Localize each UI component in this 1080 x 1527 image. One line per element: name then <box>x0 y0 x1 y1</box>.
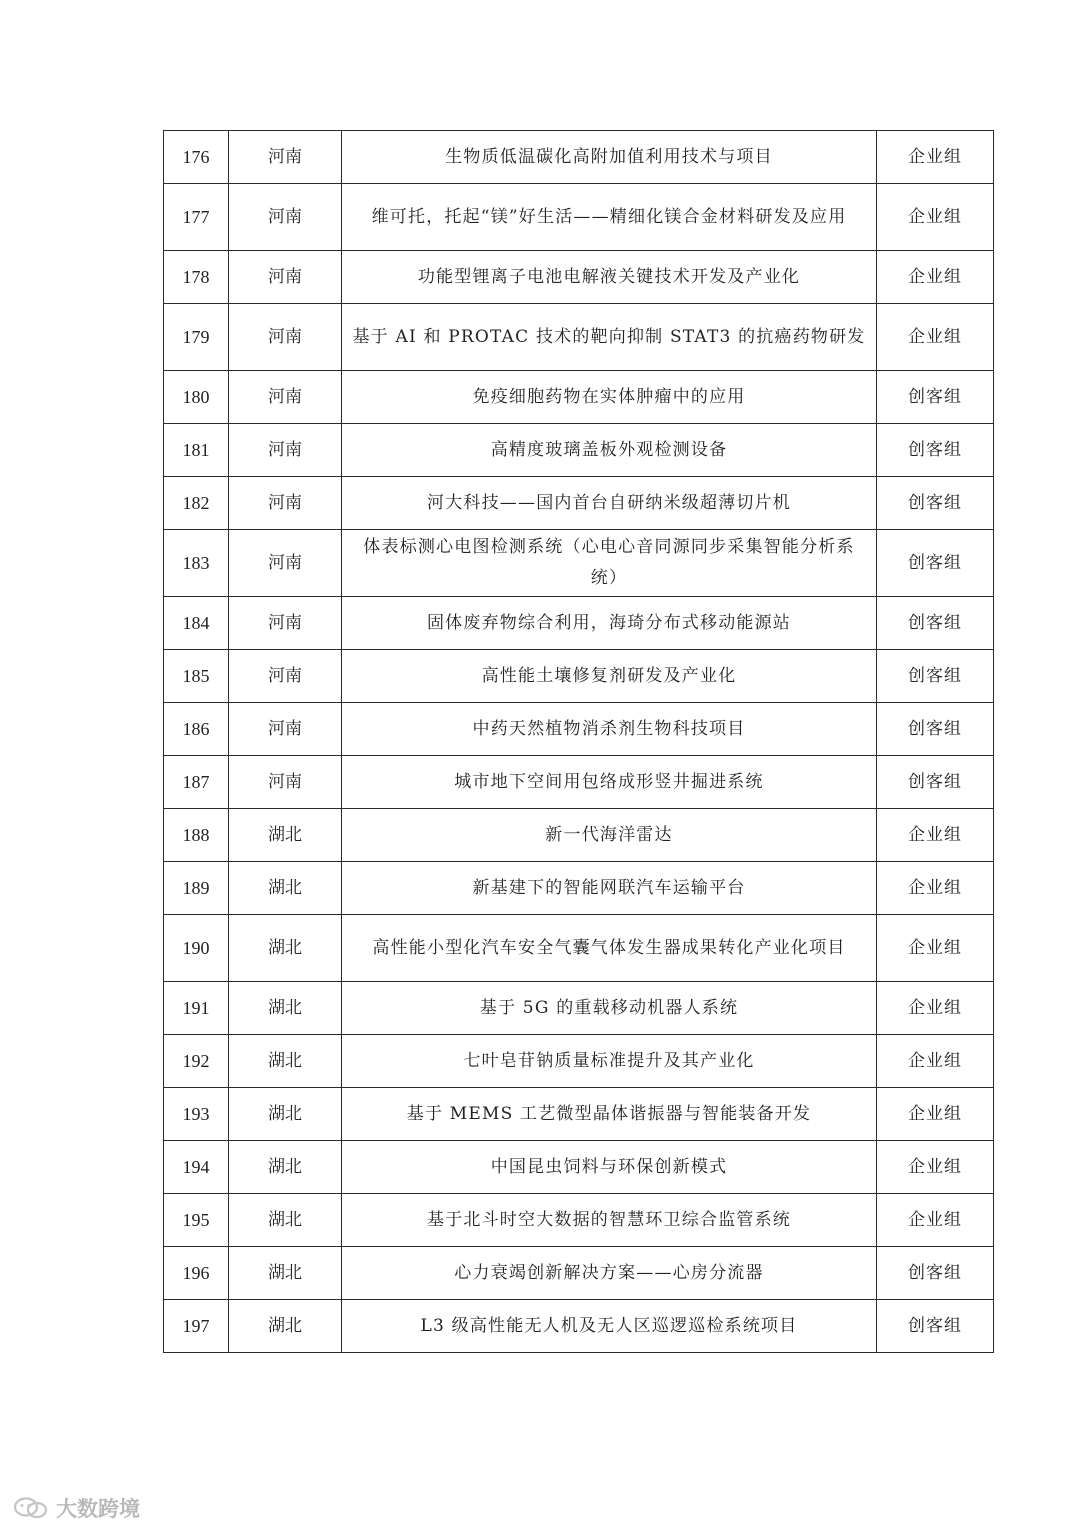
cell-province: 河南 <box>229 530 342 597</box>
cell-group: 创客组 <box>877 1300 994 1353</box>
cell-project: 功能型锂离子电池电解液关键技术开发及产业化 <box>342 251 877 304</box>
table-row <box>164 1194 994 1247</box>
table-row <box>164 131 994 184</box>
cell-number: 183 <box>164 530 229 597</box>
cell-province: 河南 <box>229 131 342 184</box>
cell-group: 创客组 <box>877 703 994 756</box>
cell-project: 心力衰竭创新解决方案——心房分流器 <box>342 1247 877 1300</box>
cell-project: 生物质低温碳化高附加值利用技术与项目 <box>342 131 877 184</box>
table-row <box>164 650 994 703</box>
cell-group: 创客组 <box>877 1247 994 1300</box>
cell-number: 176 <box>164 131 229 184</box>
table-row <box>164 1141 994 1194</box>
table-row <box>164 862 994 915</box>
cell-group: 企业组 <box>877 251 994 304</box>
cell-number: 197 <box>164 1300 229 1353</box>
cell-number: 189 <box>164 862 229 915</box>
cell-project: 基于北斗时空大数据的智慧环卫综合监管系统 <box>342 1194 877 1247</box>
cell-number: 182 <box>164 477 229 530</box>
cell-project: 免疫细胞药物在实体肿瘤中的应用 <box>342 371 877 424</box>
table-row <box>164 304 994 371</box>
cell-project: 高性能小型化汽车安全气囊气体发生器成果转化产业化项目 <box>342 915 877 982</box>
cell-project: 基于 MEMS 工艺微型晶体谐振器与智能装备开发 <box>342 1088 877 1141</box>
table-row <box>164 184 994 251</box>
cell-number: 193 <box>164 1088 229 1141</box>
table-row <box>164 424 994 477</box>
table-row <box>164 703 994 756</box>
table-row <box>164 982 994 1035</box>
table-row <box>164 597 994 650</box>
cell-number: 194 <box>164 1141 229 1194</box>
cell-number: 191 <box>164 982 229 1035</box>
cell-project: 高精度玻璃盖板外观检测设备 <box>342 424 877 477</box>
table-row <box>164 1247 994 1300</box>
cell-province: 湖北 <box>229 1247 342 1300</box>
cell-province: 河南 <box>229 371 342 424</box>
cell-group: 创客组 <box>877 424 994 477</box>
table-row <box>164 1300 994 1353</box>
cell-number: 186 <box>164 703 229 756</box>
cell-project: 新基建下的智能网联汽车运输平台 <box>342 862 877 915</box>
cell-number: 179 <box>164 304 229 371</box>
cell-province: 河南 <box>229 597 342 650</box>
cell-group: 企业组 <box>877 1141 994 1194</box>
cell-province: 湖北 <box>229 1035 342 1088</box>
cell-project: 河大科技——国内首台自研纳米级超薄切片机 <box>342 477 877 530</box>
cell-province: 河南 <box>229 756 342 809</box>
cell-province: 湖北 <box>229 1300 342 1353</box>
wechat-icon <box>12 1496 50 1520</box>
cell-province: 河南 <box>229 650 342 703</box>
projects-table <box>163 130 994 1353</box>
cell-group: 企业组 <box>877 304 994 371</box>
table-row <box>164 1035 994 1088</box>
cell-group: 企业组 <box>877 1088 994 1141</box>
cell-number: 181 <box>164 424 229 477</box>
table-row <box>164 251 994 304</box>
cell-group: 企业组 <box>877 184 994 251</box>
cell-project: 固体废弃物综合利用，海琦分布式移动能源站 <box>342 597 877 650</box>
cell-project: 体表标测心电图检测系统（心电心音同源同步采集智能分析系统） <box>342 530 877 597</box>
cell-number: 185 <box>164 650 229 703</box>
cell-project: L3 级高性能无人机及无人区巡逻巡检系统项目 <box>342 1300 877 1353</box>
cell-project: 基于 5G 的重载移动机器人系统 <box>342 982 877 1035</box>
cell-province: 河南 <box>229 477 342 530</box>
cell-project: 基于 AI 和 PROTAC 技术的靶向抑制 STAT3 的抗癌药物研发 <box>342 304 877 371</box>
cell-group: 创客组 <box>877 477 994 530</box>
cell-province: 河南 <box>229 251 342 304</box>
cell-group: 创客组 <box>877 597 994 650</box>
cell-number: 187 <box>164 756 229 809</box>
cell-group: 创客组 <box>877 756 994 809</box>
table-row <box>164 809 994 862</box>
cell-group: 企业组 <box>877 982 994 1035</box>
cell-group: 企业组 <box>877 915 994 982</box>
cell-group: 企业组 <box>877 862 994 915</box>
cell-province: 河南 <box>229 304 342 371</box>
cell-group: 企业组 <box>877 1194 994 1247</box>
watermark <box>12 1493 140 1523</box>
table-row <box>164 915 994 982</box>
cell-project: 中药天然植物消杀剂生物科技项目 <box>342 703 877 756</box>
cell-group: 企业组 <box>877 809 994 862</box>
watermark-text: 大数跨境 <box>56 1497 140 1521</box>
table-row <box>164 756 994 809</box>
table-row <box>164 371 994 424</box>
table-row <box>164 530 994 597</box>
cell-project: 中国昆虫饲料与环保创新模式 <box>342 1141 877 1194</box>
cell-number: 190 <box>164 915 229 982</box>
cell-number: 180 <box>164 371 229 424</box>
cell-number: 178 <box>164 251 229 304</box>
cell-number: 195 <box>164 1194 229 1247</box>
cell-number: 177 <box>164 184 229 251</box>
cell-project: 高性能土壤修复剂研发及产业化 <box>342 650 877 703</box>
cell-number: 184 <box>164 597 229 650</box>
cell-province: 湖北 <box>229 982 342 1035</box>
cell-number: 188 <box>164 809 229 862</box>
cell-group: 创客组 <box>877 371 994 424</box>
cell-group: 创客组 <box>877 530 994 597</box>
table-row <box>164 1088 994 1141</box>
cell-province: 河南 <box>229 184 342 251</box>
cell-province: 河南 <box>229 424 342 477</box>
cell-province: 湖北 <box>229 1194 342 1247</box>
table-row <box>164 477 994 530</box>
cell-province: 湖北 <box>229 809 342 862</box>
cell-province: 湖北 <box>229 915 342 982</box>
cell-project: 新一代海洋雷达 <box>342 809 877 862</box>
cell-group: 企业组 <box>877 1035 994 1088</box>
cell-province: 湖北 <box>229 1141 342 1194</box>
cell-province: 湖北 <box>229 862 342 915</box>
cell-group: 创客组 <box>877 650 994 703</box>
cell-province: 河南 <box>229 703 342 756</box>
cell-project: 城市地下空间用包络成形竖井掘进系统 <box>342 756 877 809</box>
cell-project: 七叶皂苷钠质量标准提升及其产业化 <box>342 1035 877 1088</box>
cell-project: 维可托，托起“镁”好生活——精细化镁合金材料研发及应用 <box>342 184 877 251</box>
cell-province: 湖北 <box>229 1088 342 1141</box>
cell-number: 196 <box>164 1247 229 1300</box>
cell-number: 192 <box>164 1035 229 1088</box>
cell-group: 企业组 <box>877 131 994 184</box>
